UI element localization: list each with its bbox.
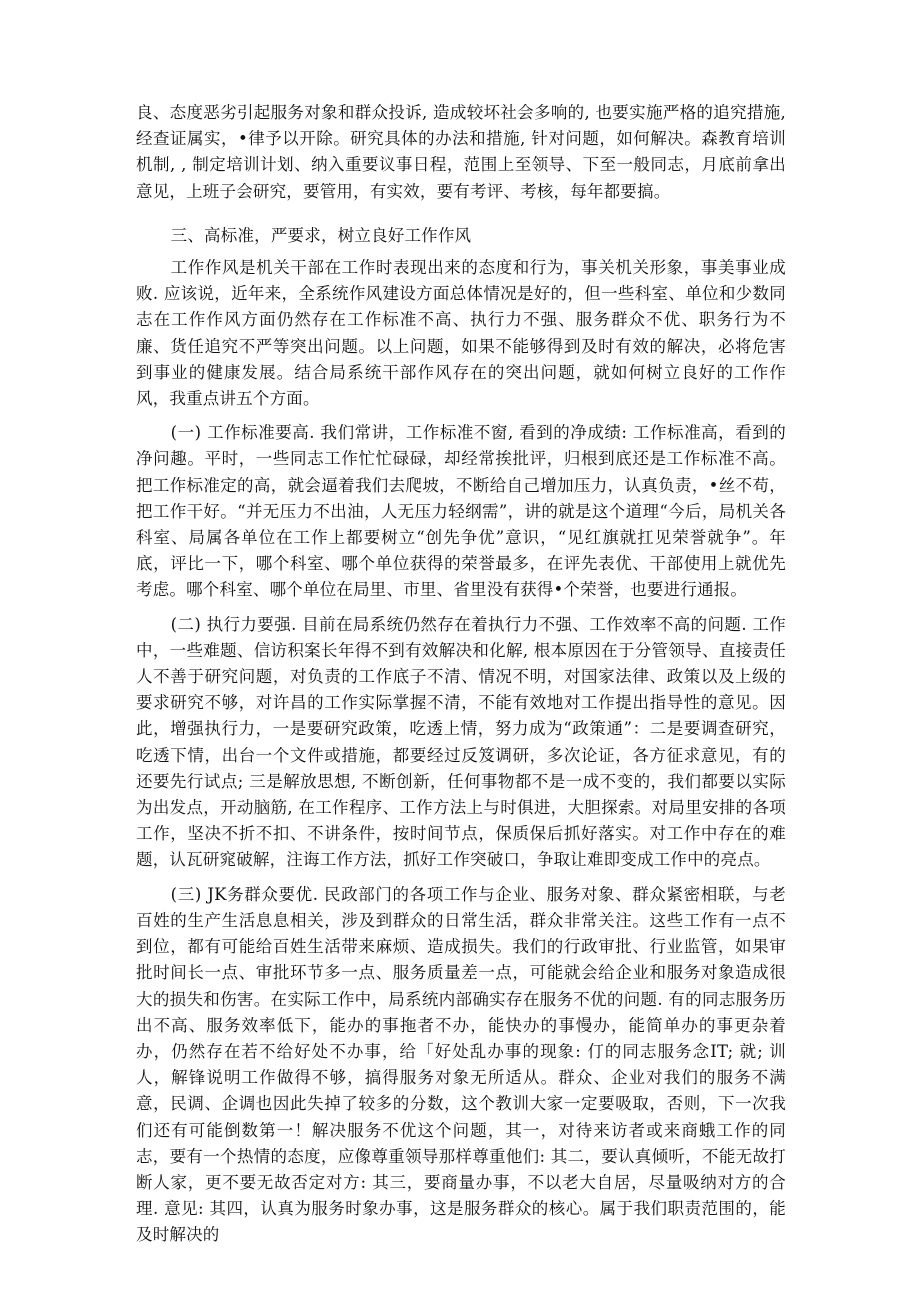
- paragraph-point-2: (二) 执行力要强. 目前在局系统仍然存在着执行力不强、工作效率不高的问题. 工作中，一些难题、信访积案长年得不到有效解决和化解, 根本原因在于分管领导、直接责任人不善于研究问题，对负责的工作底子不清、情况不明，对国家法律、政策以及上级的要求研究不够，对许昌的工作实际掌握不清，不能有效地对工作提出指导性的意见。因此，增强执行力，一是要研究政策，吃透上情，努力成为“政策通”：二是要调查研究，吃透下情，出台一个文件或措施，都要经过反笈调研，多次论证，各方征求意见，有的还要先行试点; 三是解放思想, 不断创新，任何事物都不是一成不变的，我们都要以实际为出发点，开动脑筋, 在工作程序、工作方法上与时俱进，大胆探索。对局里安排的各项工作，坚决不折不扣、不讲条件，按时间节点，保质保后抓好落实。对工作中存在的难题，认瓦研窕破解，注诲工作方法，抓好工作突破口，争取让难即变成工作中的亮点。: [136, 614, 786, 870]
- paragraph-point-3: (三) JK务群众要优. 民政部门的各项工作与企业、服务对象、群众紧密相联，与老百姓的生产生活息息相关，涉及到群众的日常生活，群众非常关注。这些工作有一点不到位，都有可能给百姓生活带来麻烦、造成损失。我们的行政审批、行业监管，如果审批时间长一点、审批环节多一点、服务质量差一点，可能就会给企业和服务对象造成很大的损失和伤害。在实际工作中，局系统内部确实存在服务不优的问题. 有的同志服务历出不高、服务效率低下，能办的事拖者不办，能快办的事慢办，能简单办的事更杂着办，仍然存在若不给好处不办事，给「好处乱办事的现象: 仃的同志服务念IT; 就; 训人，解锋说明工作做得不够，搞得服务对象无所适从。群众、企业对我们的服务不满意，民调、企调也因此失掉了较多的分数，这个教训大家一定要吸取，否则，下一次我们还有可能倒数第一！解决服务不优这个问题，其一，对待来访者或来商蛾工作的同志，要有一个热情的态度，应像尊重领导那样尊重他们: 其二，要认真倾听，不能无故打断人家，更不要无故否定对方: 其三，要商量办事，不以老大自居，尽量吸纳对方的合理. 意见: 其四，认真为服务时象办事，这是服务群众的核心。属于我们职责范围的，能及时解决的: [136, 884, 786, 1245]
- section-heading: 三、高标准，严要求，树立良好工作作风: [170, 225, 472, 245]
- document-page: [136, 100, 786, 1249]
- paragraph-intro: 工作作风是机关干部在工作时表现出来的态度和行为，事关机关形象，事美事业成败. 应该说，近年来，全系统作风建设方面总体情况是好的，但一些科室、单位和少数同志在工作作风方面仍然存在工作标准不高、执行力不强、服务群众不优、职务行为不廉、货任追究不严等突出问题。以上问题，如果不能够得到及时有效的解决，必将危害到事业的健康发展。结合局系统干部作风存在的突出问题，就如何树立良好的工作作风，我重点讲五个方面。: [136, 258, 786, 409]
- paragraph-continuation: 良、态度恶劣引起服务对象和群众投诉, 造成较坏社会多响的, 也要实施严格的追究措施, 经查证属实，•律予以开除。研究具体的办法和措施, 针对问题，如何解决。森教育培训机制, , 制定培训计划、纳入重要议事日程，范围上至领导、下至一般同志，月底前拿出意见，上班子会研究，要管用，有实效，要有考评、考核，每年都要搞。: [136, 103, 786, 201]
- paragraph-point-1: (一) 工作标准要高. 我们常讲，工作标准不窗, 看到的净成绩: 工作标准高，看到的净问趣。平时，一些同志工作忙忙碌碌，却经常挨批评，归根到底还是工作标准不高。把工作标准定的高，就会逼着我们去爬坡，不断给自己增加压力，认真负责，•丝不苟，把工作干好。“并无压力不出油，人无压力轻纲需”，讲的就是这个道理“今后，局机关各科室、局属各单位在工作上都要树立“创先争优”意识，“见红旗就扛见荣誉就争”。年底，评比一下，哪个科室、哪个单位获得的荣誉最多，在评先表优、干部使用上就优先考虑。哪个科室、哪个单位在局里、市里、省里没有获得•个荣誉，也要进行通报。: [136, 423, 786, 600]
